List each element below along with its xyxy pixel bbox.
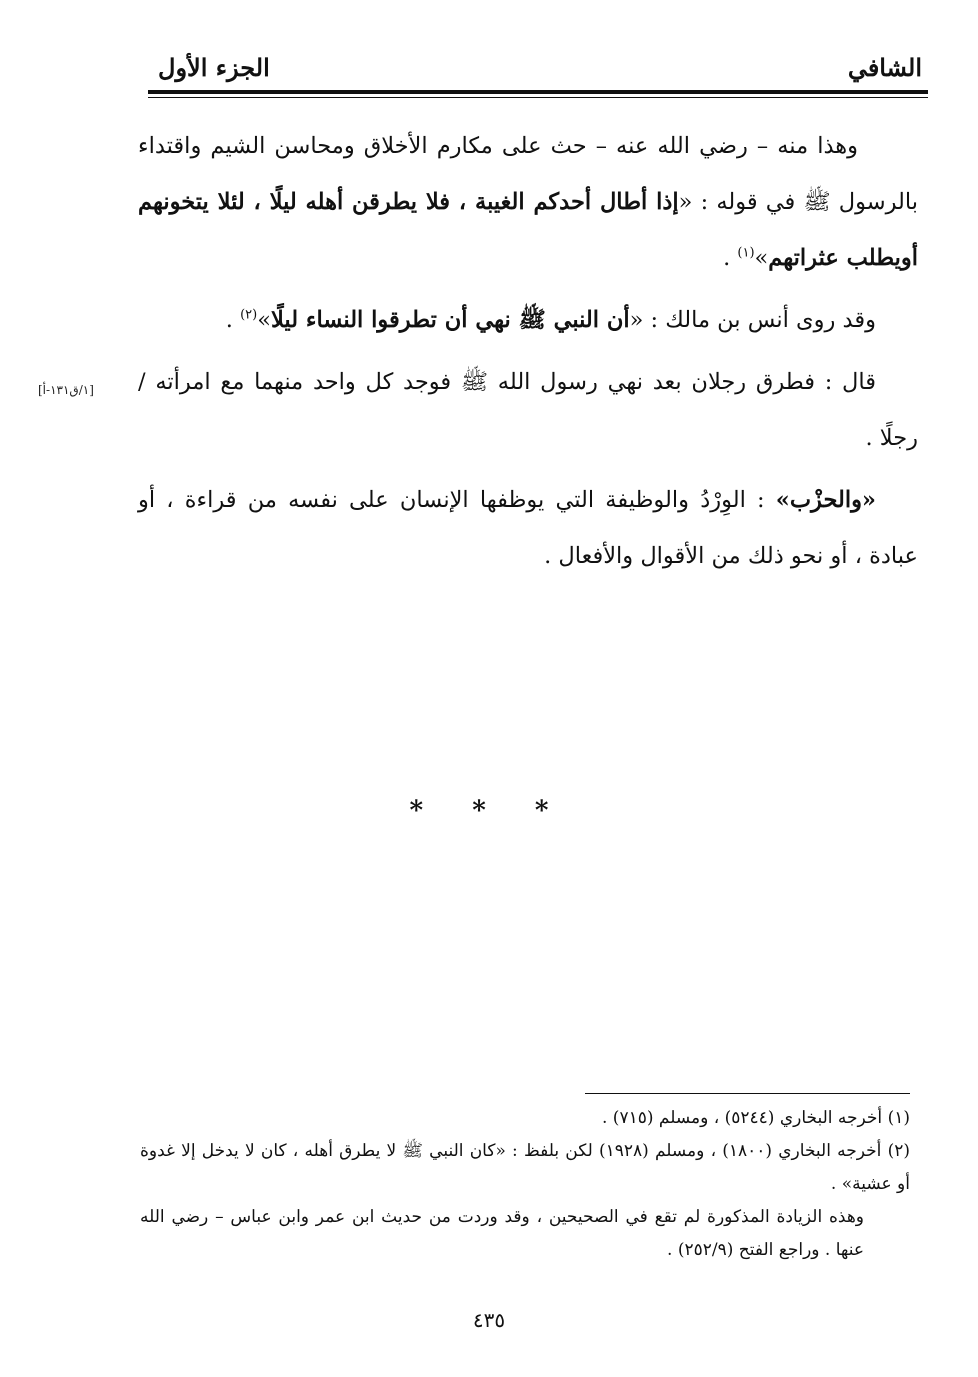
paragraph-2 (138, 292, 918, 348)
footnote-label: (٢) (887, 1141, 911, 1161)
quote-close-2: » (257, 307, 271, 333)
footnote-label: (١) (887, 1108, 910, 1128)
hadith-quote-2: أن النبي ﷺ نهي أن تطرقوا النساء ليلًا (271, 307, 630, 333)
paragraph-3 (138, 354, 918, 466)
paragraph-1-text: وهذا منه – رضي الله عنه – حث على مكارم الأخلاق ومحاسن الشيم واقتداء بالرسول ﷺ في قوله : « (138, 133, 919, 215)
footnote-text: أخرجه البخاري (٥٢٤٤) ، ومسلم (٧١٥) . (602, 1108, 883, 1128)
paragraph-4-text: : الوِرْدُ والوظيفة التي يوظفها الإنسان على نفسه من قراءة ، أو عبادة ، أو نحو ذلك من الأقوال والأفعال . (138, 487, 918, 569)
quote-close-1: » (754, 245, 769, 271)
footnote-text: وهذه الزيادة المذكورة لم تقع في الصحيحين ، وقد وردت من حديث ابن عمر وابن عباس – رضي الله عنها . وراجع الفتح (٢٥٢/٩) . (140, 1207, 864, 1260)
footnote-rule (585, 1093, 910, 1094)
hadith-quote-1: إذا أطال أحدكم الغيبة ، فلا يطرقن أهله ليلًا ، لئلا يتخونهم أويطلب عثراتهم (138, 189, 918, 271)
paragraph-1 (138, 118, 918, 286)
paragraph-2-end: . (225, 307, 241, 333)
footnote-2-continuation (140, 1201, 910, 1267)
footnote-text: أخرجه البخاري (١٨٠٠) ، ومسلم (١٩٢٨) لكن بلفظ : «كان النبي ﷺ لا يطرق أهله ، كان لا يدخل إلا غدوة أو عشية» . (140, 1141, 910, 1194)
paragraph-4 (138, 472, 918, 584)
header-rule-thick (148, 90, 928, 94)
header-rule-thin (148, 97, 928, 98)
defined-term: «والحزْب» (775, 487, 876, 513)
footnotes (140, 1102, 910, 1267)
page-number: ٤٣٥ (472, 1308, 506, 1332)
section-separator: * * * (409, 796, 569, 826)
paragraph-3-text: قال : فطرق رجلان بعد نهي رسول الله ﷺ فوجد كل واحد منهما مع امرأته / رجلًا . (138, 369, 918, 451)
main-text (138, 118, 918, 590)
paragraph-2-text: وقد روى أنس بن مالك : « (629, 307, 876, 333)
manuscript-folio-note: [١/ق١٣١-أ] (38, 383, 94, 397)
paragraph-1-end: . (723, 245, 738, 271)
footnote-1 (140, 1102, 910, 1135)
book-title: الشافي (847, 53, 922, 82)
footnote-2 (140, 1135, 910, 1201)
footnote-ref-1: (١) (737, 245, 755, 261)
footnote-ref-2: (٢) (240, 307, 258, 323)
volume-title: الجزء الأول (158, 53, 270, 82)
